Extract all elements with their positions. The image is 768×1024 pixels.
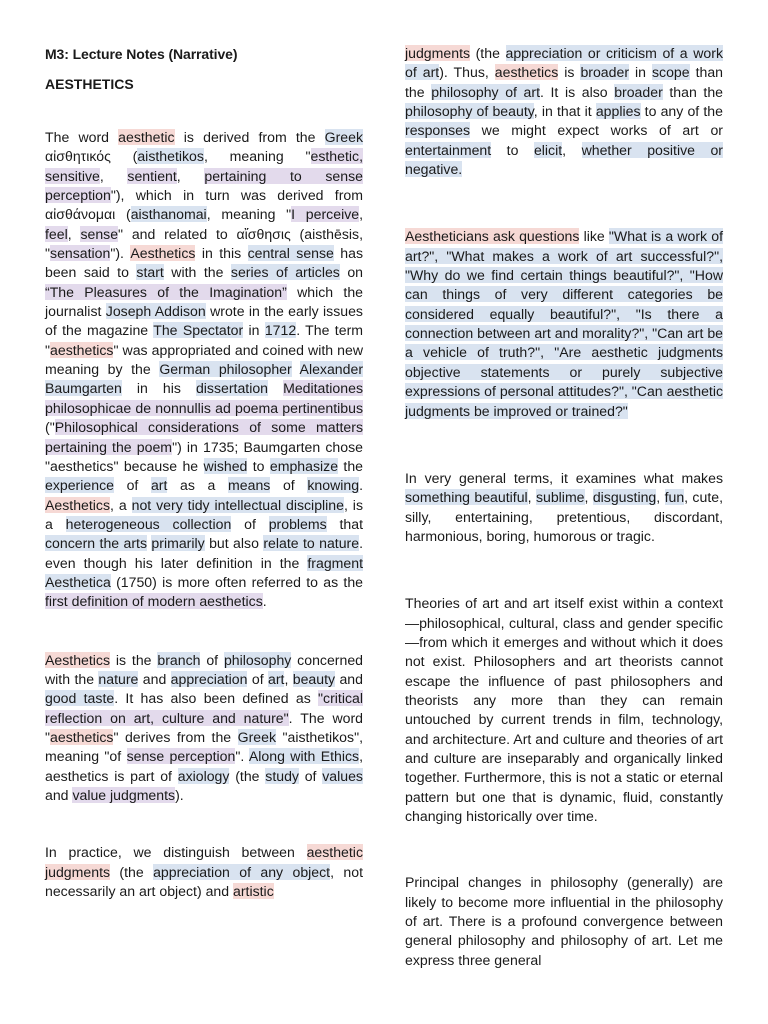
- text-run: as a: [167, 477, 229, 494]
- text-run: ,: [67, 225, 81, 242]
- text-run: In very general terms, it examines what makes: [405, 469, 723, 486]
- text-run: than the: [405, 64, 723, 100]
- text-run: ). Thus,: [439, 64, 495, 81]
- highlighted-text: I perceive: [291, 206, 360, 223]
- highlighted-text: Greek: [237, 728, 276, 745]
- text-run: (the: [229, 767, 266, 784]
- text-run: of: [247, 670, 268, 687]
- highlighted-text: art: [150, 477, 168, 494]
- highlighted-text: relate to nature: [263, 535, 360, 552]
- highlighted-text: concern the arts: [45, 535, 148, 552]
- highlighted-text: aesthetics: [50, 341, 114, 358]
- text-run: (1750) is more often referred to as the: [110, 573, 363, 590]
- highlighted-text: start: [136, 264, 164, 281]
- highlighted-text: branch: [157, 651, 201, 668]
- text-run: ") in 1735; Baumgarten chose "aesthetics" because he: [45, 438, 363, 474]
- text-run: of: [231, 515, 269, 532]
- text-run: . even though his later definition in the: [45, 535, 363, 571]
- text-run: has been said to: [45, 245, 364, 281]
- text-run: of: [270, 477, 308, 494]
- text-run: . The word ": [45, 709, 364, 745]
- text-run: with the: [163, 264, 231, 281]
- text-run: , a: [110, 496, 132, 513]
- highlighted-text: dissertation: [195, 380, 269, 397]
- text-run: in: [243, 322, 265, 339]
- highlighted-text: Meditationes philosophicae de nonnullis ad poema pertinentibus: [45, 380, 363, 416]
- text-run: , meaning ": [206, 206, 292, 223]
- highlighted-text: aesthetic judgments: [45, 844, 363, 880]
- highlighted-text: responses: [405, 122, 471, 139]
- text-run: .: [262, 593, 267, 610]
- highlighted-text: aesthetics: [50, 728, 114, 745]
- highlighted-text: broader: [580, 64, 630, 81]
- highlighted-text: aisthanomai: [130, 206, 207, 223]
- text-run: ).: [175, 787, 184, 803]
- text-run: [292, 361, 300, 377]
- text-run: In practice, we distinguish between: [45, 844, 307, 861]
- text-run: we might expect works of art or: [470, 122, 723, 139]
- text-run: ").: [110, 245, 131, 262]
- text-run: and: [45, 787, 73, 803]
- highlighted-text: aesthetic: [118, 129, 175, 145]
- right-column: [405, 44, 723, 970]
- highlighted-text: Aesthetics: [130, 245, 196, 262]
- text-run: ,: [656, 489, 665, 506]
- paragraph-general-terms: [405, 469, 723, 546]
- highlighted-text: fragment Aesthetica: [45, 554, 363, 590]
- text-run: , is a: [45, 496, 363, 532]
- highlighted-text: sublime: [535, 489, 585, 506]
- text-run: that: [326, 515, 363, 532]
- highlighted-text: scope: [651, 64, 690, 81]
- highlighted-text: primarily: [151, 535, 205, 552]
- highlighted-text: broader: [614, 83, 663, 100]
- highlighted-text: appreciation: [170, 670, 248, 687]
- text-run: . The term ": [45, 322, 363, 358]
- highlighted-text: philosophy of art: [431, 83, 540, 100]
- highlighted-text: whether positive or negative.: [405, 141, 724, 178]
- text-run: ,: [562, 141, 582, 158]
- highlighted-text: wished: [203, 457, 248, 474]
- highlighted-text: heterogeneous collection: [65, 515, 232, 532]
- highlighted-text: German philosopher: [159, 361, 292, 378]
- highlighted-text: axiology: [177, 767, 230, 784]
- highlighted-text: The Spectator: [153, 322, 244, 339]
- text-run: "aisthetikos", meaning "of: [45, 728, 363, 765]
- highlighted-text: art: [267, 670, 285, 687]
- highlighted-text: first definition of modern aesthetics: [45, 593, 263, 610]
- text-run: Theories of art and art itself exist within a context—philosophical, cultural, class and gender specific—from which it emerges and without which it does not exist. Philosophers and art theorists cannot escape the influence of past philosophers and theorists any more than they can remain untouched by current trends in film, technology, and architecture. Art and culture and theories of art and culture are inseparably and organically linked together. Furthermore, this is not a static or eternal pattern but one that is dynamic, fluid, constantly changing historically over time.: [405, 595, 723, 824]
- highlighted-text: feel: [45, 225, 68, 242]
- document-title: M3: Lecture Notes (Narrative): [45, 46, 238, 62]
- text-run: Principal changes in philosophy (generally) are likely to become more influential in the philosophy of art. There is a profound convergence between general philosophy and philosophy of art. Let me express three general: [405, 874, 723, 968]
- highlighted-text: judgments: [405, 45, 471, 61]
- text-run: , aesthetics is part of: [45, 748, 364, 784]
- highlighted-text: esthetic,: [310, 148, 363, 165]
- text-run: (the: [110, 863, 154, 880]
- highlighted-text: Along with Ethics: [248, 748, 360, 765]
- text-run: " derives from the: [113, 728, 238, 745]
- highlighted-text: applies: [595, 103, 641, 120]
- highlighted-text: appreciation or criticism of a work of art: [405, 45, 723, 81]
- highlighted-text: sense perception: [126, 748, 236, 765]
- text-run: which the journalist: [45, 283, 363, 320]
- highlighted-text: disgusting: [592, 489, 657, 506]
- text-run: ,: [284, 670, 293, 687]
- highlighted-text: sensitive: [45, 167, 100, 184]
- text-run: is derived from the: [174, 129, 325, 145]
- text-run: and: [335, 670, 363, 687]
- highlighted-text: knowing: [307, 477, 360, 494]
- highlighted-text: experience: [45, 477, 114, 494]
- highlighted-text: sense: [80, 225, 119, 242]
- highlighted-text: beauty: [292, 670, 336, 687]
- text-run: αἰσθητικός (: [45, 148, 138, 165]
- highlighted-text: “The Pleasures of the Imagination”: [45, 283, 287, 300]
- highlighted-text: appreciation of any object: [153, 863, 331, 880]
- section-heading: AESTHETICS: [45, 76, 134, 92]
- text-run: is the: [110, 651, 158, 668]
- text-run: to: [247, 457, 270, 474]
- text-run: ".: [235, 748, 249, 765]
- highlighted-text: good taste: [45, 690, 115, 707]
- paragraph-etymology: [45, 128, 363, 612]
- paragraph-theories-context: [405, 594, 723, 826]
- text-run: ,: [584, 489, 593, 506]
- text-run: like: [579, 228, 609, 245]
- highlighted-text: philosophy: [223, 651, 292, 668]
- highlighted-text: Aestheticians ask questions: [405, 228, 580, 245]
- left-column: [45, 44, 363, 901]
- text-run: " was appropriated and coined with new meaning by the: [45, 341, 363, 378]
- highlighted-text: artistic: [233, 883, 274, 900]
- text-run: of: [200, 651, 224, 668]
- paragraph-practice-continued: [405, 44, 723, 179]
- text-run: to any of the: [640, 103, 723, 120]
- highlighted-text: series of articles: [230, 264, 340, 281]
- highlighted-text: "What is a work of art?", "What makes a work of art successful?", "Why do we find certain things beautiful?", "How can things of very different categories be considered equally beautiful?", "Is there a connection between art and morality?", "Can art be a vehicle of truth?", "Are aesthetic judgments objective statements or purely subjective expressions of personal attitudes?", "Can aesthetic judgments be improved or trained?": [405, 228, 723, 419]
- highlighted-text: elicit: [533, 141, 563, 158]
- highlighted-text: entertainment: [405, 141, 492, 158]
- text-run: . It has also been defined as: [114, 690, 319, 707]
- text-run: (": [45, 419, 55, 436]
- text-run: .: [359, 477, 363, 494]
- text-run: (the: [470, 45, 506, 61]
- text-run: than the: [662, 83, 723, 100]
- text-run: to: [491, 141, 534, 158]
- highlighted-text: emphasize: [269, 457, 339, 474]
- highlighted-text: Greek: [324, 129, 363, 145]
- text-run: " and related to αἴσθησις (aisthēsis, ": [45, 225, 363, 262]
- text-run: , in that it: [533, 103, 596, 120]
- highlighted-text: means: [228, 477, 271, 494]
- highlighted-text: Aesthetics: [45, 651, 111, 668]
- highlighted-text: problems: [268, 515, 327, 532]
- text-run: concerned with the: [45, 651, 363, 687]
- highlighted-text: "critical reflection on art, culture and nature": [45, 690, 363, 726]
- text-run: and: [138, 670, 171, 687]
- highlighted-text: fun: [664, 489, 685, 506]
- text-run: , not necessarily an art object) and: [45, 863, 363, 900]
- text-run: . It is also: [540, 83, 615, 100]
- text-run: on: [339, 264, 364, 281]
- text-run: , meaning ": [203, 148, 311, 165]
- text-run: ,: [176, 167, 205, 184]
- highlighted-text: 1712: [264, 322, 297, 339]
- highlighted-text: pertaining to sense perception: [45, 167, 363, 204]
- highlighted-text: central sense: [247, 245, 334, 262]
- text-run: The word: [45, 129, 119, 145]
- text-run: but also: [204, 535, 264, 552]
- text-run: the: [338, 457, 364, 474]
- highlighted-text: not very tidy intellectual discipline: [131, 496, 344, 513]
- text-run: "), which in turn was derived from αἰσθάνομαι (: [45, 187, 363, 223]
- text-run: [268, 380, 283, 396]
- paragraph-principal-changes: [405, 873, 723, 970]
- text-run: of: [298, 767, 323, 784]
- paragraph-definition: [45, 651, 363, 806]
- highlighted-text: value judgments: [72, 787, 176, 803]
- text-run: ,: [359, 206, 364, 223]
- highlighted-text: Joseph Addison: [105, 303, 206, 320]
- highlighted-text: philosophy of beauty: [405, 103, 534, 120]
- text-run: in: [629, 64, 652, 81]
- highlighted-text: sensation: [50, 245, 111, 262]
- text-run: of: [113, 477, 151, 494]
- highlighted-text: aesthetics: [494, 64, 559, 81]
- text-run: in his: [121, 380, 196, 397]
- text-run: ,: [99, 167, 128, 184]
- highlighted-text: nature: [98, 670, 139, 687]
- highlighted-text: Alexander Baumgarten: [45, 361, 364, 397]
- text-run: wrote in the early issues of the magazine: [45, 303, 363, 339]
- highlighted-text: sentient: [127, 167, 177, 184]
- text-run: ,: [527, 489, 536, 506]
- highlighted-text: Aesthetics: [45, 496, 111, 513]
- highlighted-text: Philosophical considerations of some matters pertaining the poem: [45, 419, 363, 455]
- highlighted-text: values: [322, 767, 363, 784]
- paragraph-practice: [45, 843, 363, 901]
- paragraph-questions: [405, 227, 723, 420]
- text-run: is: [558, 64, 581, 81]
- text-run: in this: [195, 245, 248, 262]
- highlighted-text: aisthetikos: [137, 148, 204, 165]
- text-run: , cute, silly, entertaining, pretentious, discordant, harmonious, boring, humorous or tragic.: [405, 489, 723, 544]
- highlighted-text: something beautiful: [405, 489, 528, 506]
- highlighted-text: study: [265, 767, 299, 784]
